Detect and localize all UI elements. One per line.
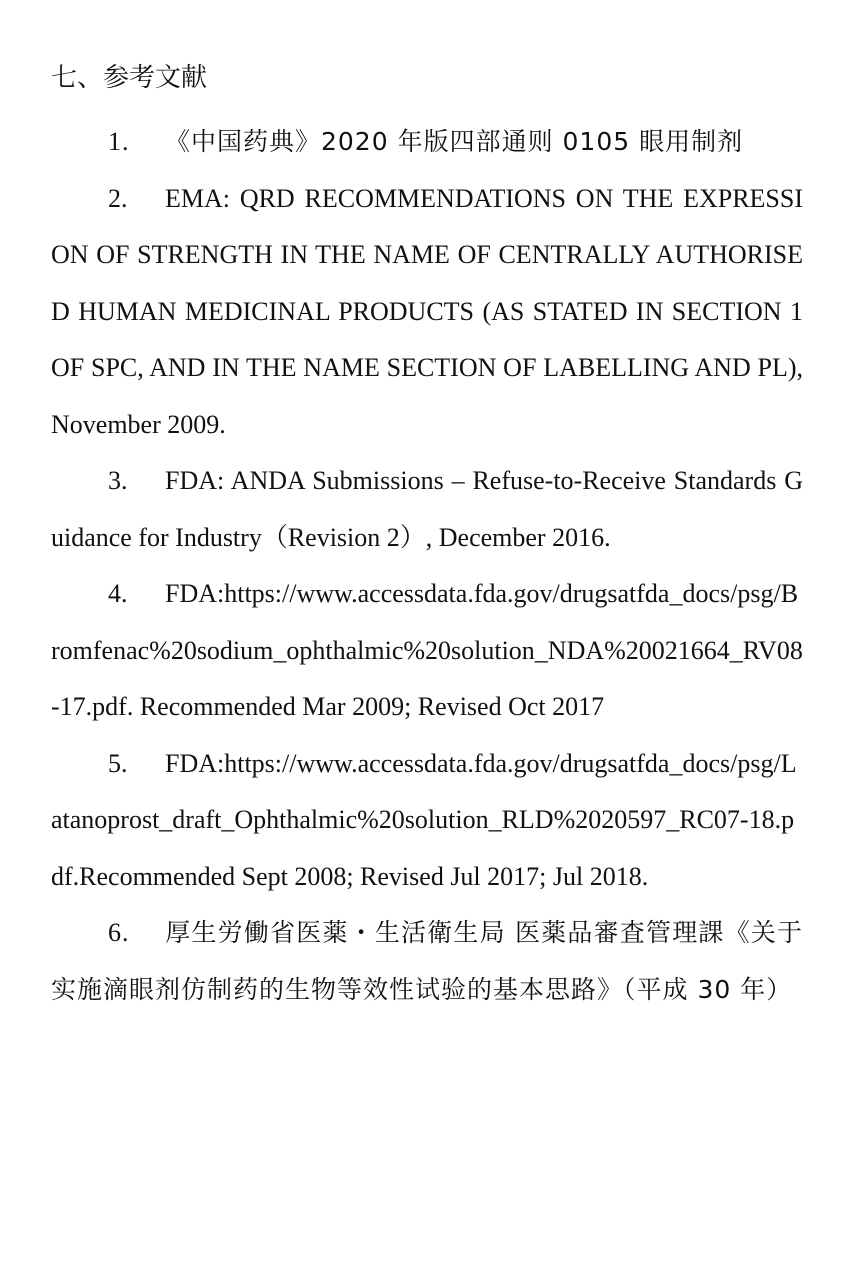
- reference-number: 3.: [108, 466, 128, 495]
- reference-text: FDA: ANDA Submissions – Refuse-to-Receive Standards Guidance for Industry（Revision 2）, December 2016.: [51, 466, 803, 552]
- reference-item-4: [51, 566, 803, 736]
- reference-number: 2.: [108, 183, 128, 213]
- reference-item-3: [51, 453, 803, 566]
- reference-item-2: [51, 171, 803, 454]
- reference-text: EMA: QRD RECOMMENDATIONS ON THE EXPRESSION OF STRENGTH IN THE NAME OF CENTRALLY AUTHORISED HUMAN MEDICINAL PRODUCTS (AS STATED IN SECTION 1 OF SPC, AND IN THE NAME SECTION OF LABELLING AND PL), November 2009.: [51, 183, 803, 439]
- reference-item-1: [51, 114, 803, 171]
- reference-text: 《中国药典》2020 年版四部通则 0105 眼用制剂: [165, 127, 744, 156]
- reference-item-6: [51, 905, 803, 1018]
- reference-text: 厚生労働省医薬・生活衛生局 医薬品審査管理課《关于实施滴眼剂仿制药的生物等效性试验的基本思路》（平成 30 年）: [51, 918, 803, 1004]
- reference-number: 4.: [108, 579, 128, 608]
- reference-number: 1.: [108, 127, 130, 156]
- reference-item-5: [51, 736, 803, 906]
- reference-text: FDA:https://www.accessdata.fda.gov/drugsatfda_docs/psg/Latanoprost_draft_Ophthalmic%20solution_RLD%2020597_RC07-18.pdf.Recommended Sept 2008; Revised Jul 2017; Jul 2018.: [51, 748, 797, 891]
- reference-text: FDA:https://www.accessdata.fda.gov/drugsatfda_docs/psg/Bromfenac%20sodium_ophthalmic%20solution_NDA%20021664_RV08-17.pdf. Recommended Mar 2009; Revised Oct 2017: [51, 579, 803, 721]
- reference-list: [51, 114, 803, 1018]
- section-heading: 七、参考文献: [51, 63, 208, 93]
- reference-number: 6.: [108, 918, 130, 947]
- reference-number: 5.: [108, 748, 128, 778]
